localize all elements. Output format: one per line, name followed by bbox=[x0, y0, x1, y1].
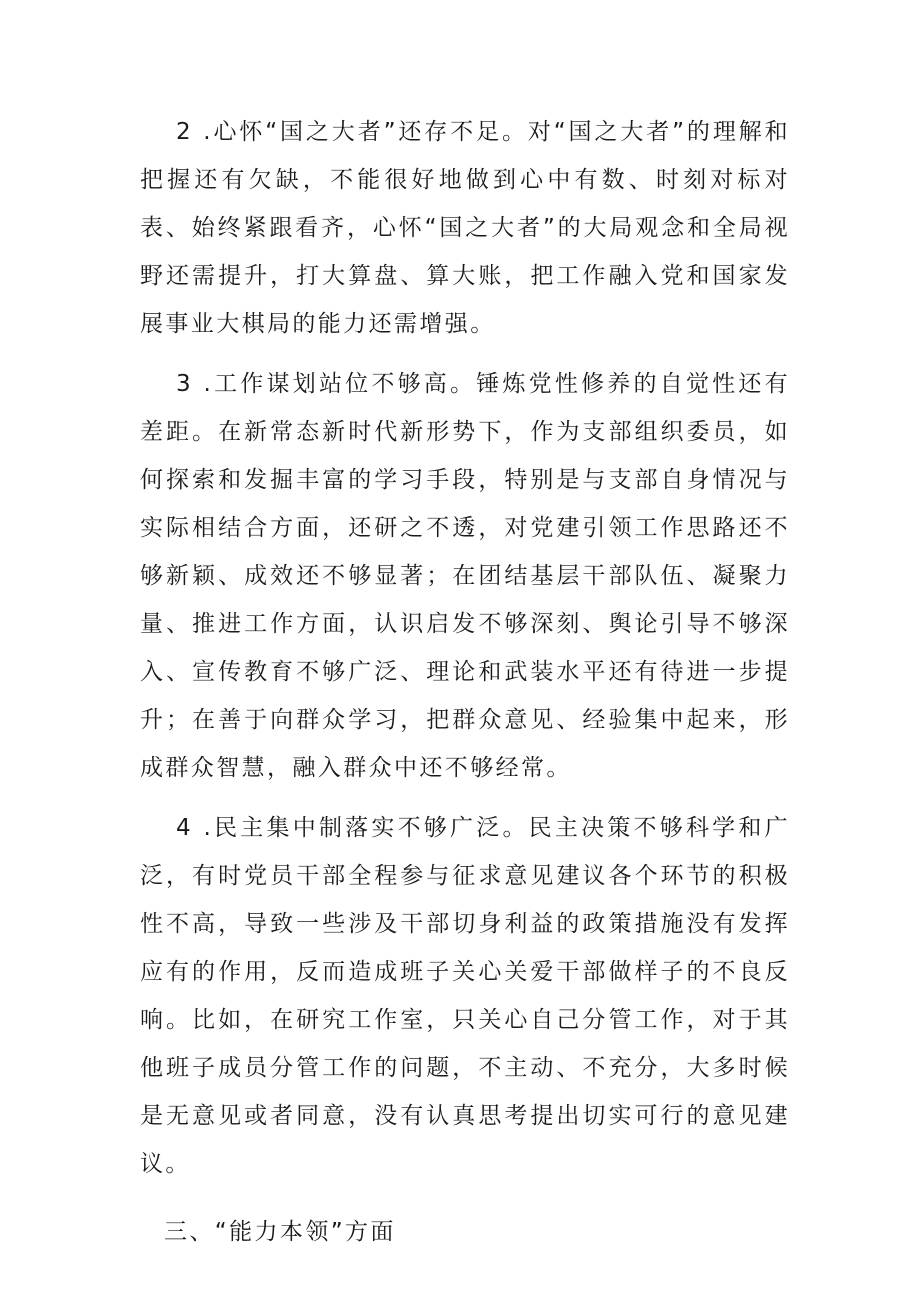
paragraph-item-2: 2 .心怀“国之大者”还存不足。对“国之大者”的理解和把握还有欠缺，不能很好地做到心中有数、时刻对标对表、始终紧跟看齐，心怀“国之大者”的大局观念和全局视野还需提升，打大算盘、算大账，把工作融入党和国家发展事业大棋局的能力还需增强。 bbox=[140, 119, 790, 337]
section-heading: 三、“能力本领”方面 bbox=[164, 1219, 396, 1245]
paragraph-item-3: 3 .工作谋划站位不够高。锤炼党性修养的自觉性还有差距。在新常态新时代新形势下，作为支部组织委员，如何探索和发掘丰富的学习手段，特别是与支部自身情况与实际相结合方面，还研之不透，对党建引领工作思路还不够新颖、成效还不够显著；在团结基层干部队伍、凝聚力量、推进工作方面，认识启发不够深刻、舆论引导不够深入、宣传教育不够广泛、理论和武装水平还有待进一步提升；在善于向群众学习，把群众意见、经验集中起来，形成群众智慧，融入群众中还不够经常。 bbox=[140, 371, 790, 781]
document-body bbox=[140, 108, 790, 1268]
paragraph-item-4: 4 .民主集中制落实不够广泛。民主决策不够科学和广泛，有时党员干部全程参与征求意见建议各个环节的积极性不高，导致一些涉及干部切身利益的政策措施没有发挥应有的作用，反而造成班子关心关爱干部做样子的不良反响。比如，在研究工作室，只关心自己分管工作，对于其他班子成员分管工作的问题，不主动、不充分，大多时候是无意见或者同意，没有认真思考提出切实可行的意见建议。 bbox=[140, 815, 790, 1177]
